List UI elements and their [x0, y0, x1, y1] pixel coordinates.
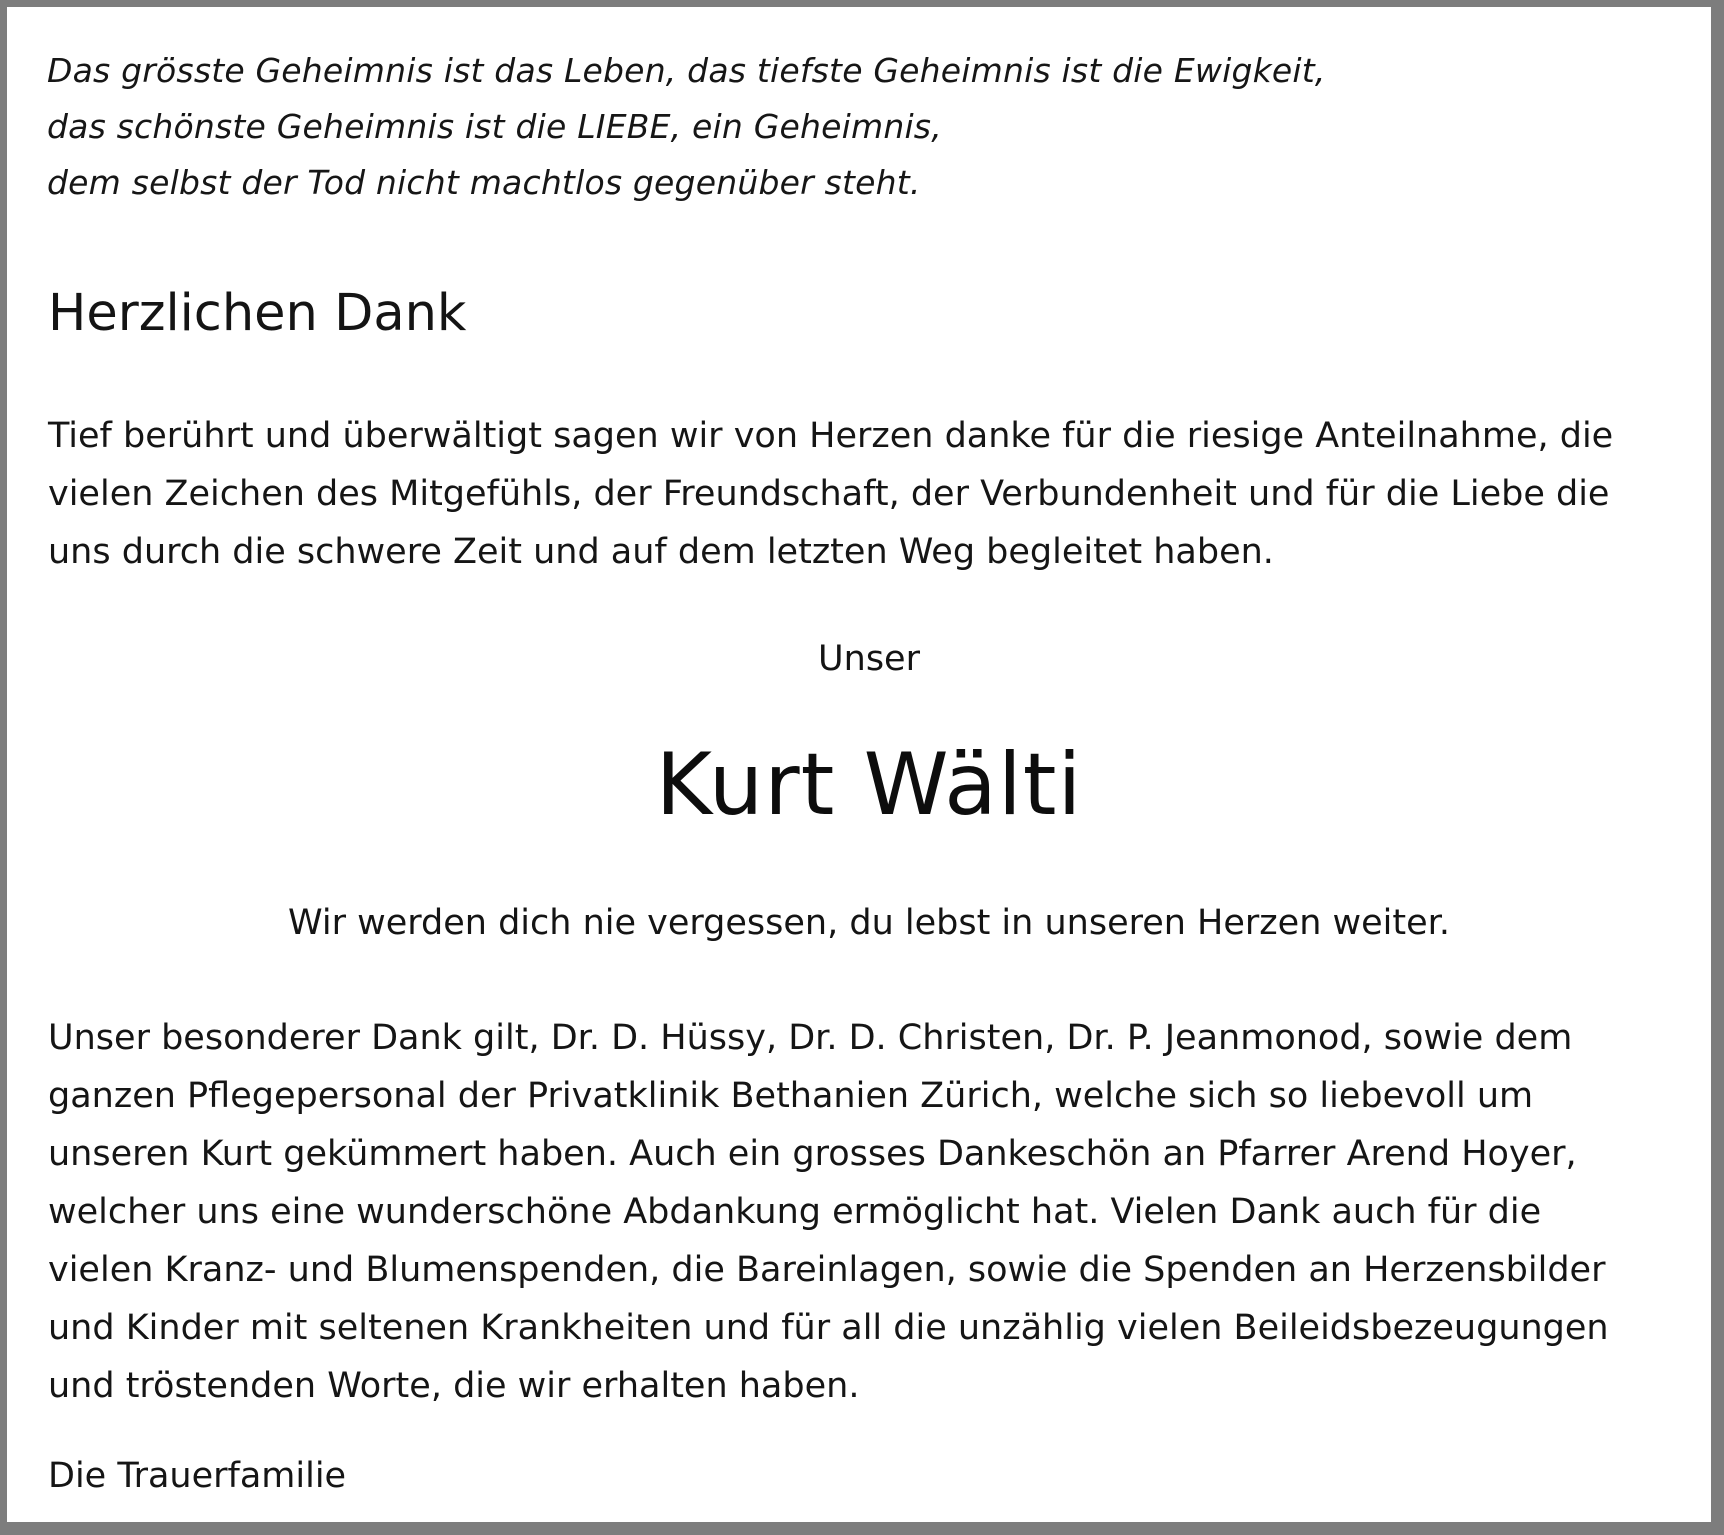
- intro-line: Tief berührt und überwältigt sagen wir von Herzen danke für die riesige Anteilnahme, die: [48, 416, 1614, 456]
- thanks-line: Unser besonderer Dank gilt, Dr. D. Hüssy, Dr. D. Christen, Dr. P. Jeanmonod, sowie dem: [48, 1018, 1573, 1058]
- motto-line: das schönste Geheimnis ist die LIEBE, ein Geheimnis,: [47, 107, 942, 146]
- thanks-line: vielen Kranz- und Blumenspenden, die Bareinlagen, sowie die Spenden an Herzensbilder: [48, 1250, 1606, 1290]
- thanks-paragraph: [48, 1009, 1668, 1415]
- motto-line: dem selbst der Tod nicht machtlos gegenüber steht.: [47, 163, 921, 202]
- thanks-line: ganzen Pflegepersonal der Privatklinik Bethanien Zürich, welche sich so liebevoll um: [48, 1076, 1534, 1116]
- thanks-heading: Herzlichen Dank: [48, 284, 467, 343]
- thanks-line: welcher uns eine wunderschöne Abdankung ermöglicht hat. Vielen Dank auch für die: [48, 1192, 1542, 1232]
- thanks-line: und tröstenden Worte, die wir erhalten haben.: [48, 1366, 860, 1406]
- remembrance-line: Wir werden dich nie vergessen, du lebst in unseren Herzen weiter.: [288, 903, 1450, 943]
- deceased-name: Kurt Wälti: [655, 735, 1083, 835]
- thanks-line: unseren Kurt gekümmert haben. Auch ein grosses Dankeschön an Pfarrer Arend Hoyer,: [48, 1134, 1577, 1174]
- intro-paragraph: [48, 407, 1668, 581]
- thanks-line: und Kinder mit seltenen Krankheiten und für all die unzählig vielen Beileidsbezeugungen: [48, 1308, 1609, 1348]
- motto-quote: [47, 43, 1647, 211]
- unser-label: Unser: [818, 639, 920, 679]
- intro-line: vielen Zeichen des Mitgefühls, der Freundschaft, der Verbundenheit und für die Liebe die: [48, 474, 1610, 514]
- intro-line: uns durch die schwere Zeit und auf dem letzten Weg begleitet haben.: [48, 532, 1274, 572]
- family-signature: Die Trauerfamilie: [48, 1456, 347, 1496]
- motto-line: Das grösste Geheimnis ist das Leben, das tiefste Geheimnis ist die Ewigkeit,: [47, 51, 1326, 90]
